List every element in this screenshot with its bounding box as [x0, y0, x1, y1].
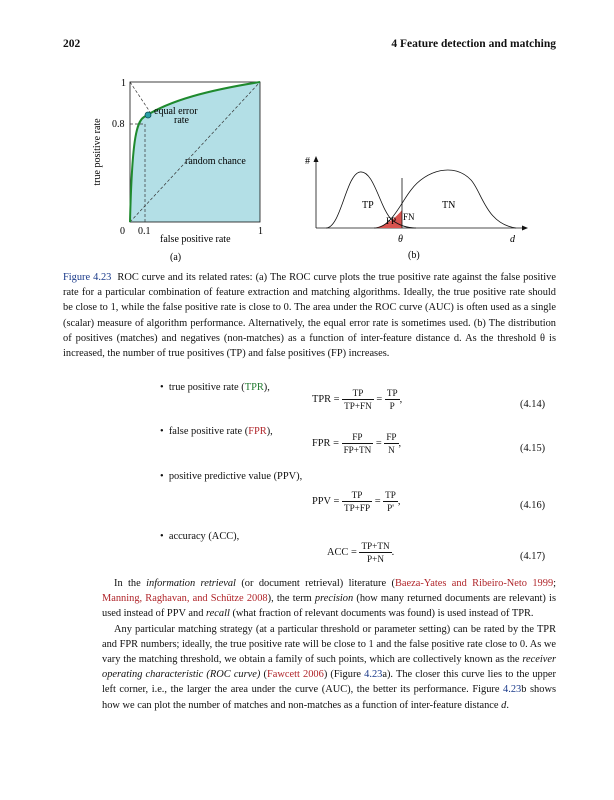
bullet-mark: •: [160, 531, 164, 542]
equation-number-4-15: (4.15): [520, 443, 546, 454]
eq-acc-den1: P+N: [367, 554, 384, 564]
p1-text-c: (or document retrieval) literature (: [235, 578, 395, 589]
fp-label: FP: [386, 216, 397, 226]
eq-fpr-den1: FP+TN: [343, 445, 372, 455]
p1-text-i: (what fraction of relevant documents was found) is used instead of TPR.: [229, 608, 534, 620]
page-number: 202: [63, 38, 81, 50]
eq-fpr-lhs: FPR =: [312, 437, 339, 449]
body-text: [102, 576, 556, 713]
caption-figure-ref: Figure 4.23: [63, 272, 112, 283]
subfigure-b-label: (b): [408, 250, 420, 261]
x-axis-label: false positive rate: [160, 234, 231, 245]
p1-text-d: ;: [553, 578, 557, 589]
p2-text-h: .: [506, 699, 509, 711]
p1-term-recall: recall: [206, 608, 230, 620]
bullet-mark: •: [160, 382, 164, 393]
fpr-item-text: false positive rate (: [168, 426, 249, 437]
eq-tpr-den1: TP+FN: [344, 401, 372, 411]
eq-tpr-num2: TP: [386, 388, 398, 398]
eq-tpr-eq: =: [376, 393, 383, 405]
eq-tpr-num1: TP: [342, 388, 374, 400]
eer-label-line1: equal error: [154, 106, 198, 117]
eq-fpr-den2: N: [388, 445, 395, 455]
theta-label: θ: [398, 234, 403, 245]
eq-ppv-end: ,: [397, 495, 401, 507]
equation-acc: [327, 541, 394, 564]
tick-y-1: 1: [121, 78, 126, 89]
eq-tpr-lhs: TPR =: [312, 393, 340, 405]
eq-acc-num1: TP+TN: [361, 541, 390, 551]
equation-number-4-17: (4.17): [520, 551, 546, 562]
eq-fpr-end: ,: [398, 437, 402, 449]
p2-text-a: Any particular matching strategy (at a particular threshold or parameter setting) can be rated by the TPR and FPR numbers; ideally, the true positive rate will be close to 1 and the false positive rate close to 0. As we vary the matching threshold, we obtain a family of such points, which are collectively known as the: [102, 623, 556, 666]
d-label: d: [510, 234, 515, 245]
eq-ppv-lhs: PPV =: [312, 495, 340, 507]
tick-x-0: 0: [120, 226, 125, 237]
p1-text-g: (how many returned documents are relevant) is used instead of PPV and: [102, 593, 556, 620]
list-item-ppv: [160, 471, 302, 482]
eq-ppv-num1: TP: [342, 490, 372, 502]
list-item-fpr: [160, 426, 273, 437]
eq-tpr-end: ,: [399, 393, 403, 405]
p2-text-f: b shows how we can plot the number of matches and non-matches as a function of inter-feature distance: [102, 684, 556, 711]
citation-manning[interactable]: Manning, Raghavan, and Schütze 2008: [102, 593, 268, 605]
eq-tpr-den2: P: [389, 401, 395, 411]
tn-label: TN: [442, 200, 456, 211]
fn-label: FN: [403, 212, 415, 222]
figure-ref-4-23a[interactable]: 4.23: [364, 669, 383, 681]
eq-fpr-num2: FP: [386, 432, 397, 442]
fpr-abbr-link[interactable]: FPR: [248, 426, 267, 437]
paragraph-2: [102, 622, 556, 713]
roc-figure: [88, 72, 288, 262]
eq-ppv-eq: =: [374, 495, 381, 507]
running-header: 4 Feature detection and matching: [391, 38, 556, 50]
ppv-item-text: positive predictive value (PPV),: [168, 471, 303, 482]
p1-text-e: ), the term: [267, 593, 315, 605]
b-x-arrow: [522, 226, 528, 231]
fpr-item-end: ),: [266, 426, 273, 437]
y-axis-hash-label: #: [305, 156, 310, 167]
p2-text-c: (: [260, 669, 267, 681]
y-axis-label: true positive rate: [92, 118, 103, 186]
paragraph-1: [102, 576, 556, 622]
list-item-acc: [160, 531, 239, 542]
random-chance-label: random chance: [185, 156, 246, 167]
eq-fpr-num1: FP: [342, 432, 374, 444]
bullet-mark: •: [160, 426, 164, 437]
tpr-item-text: true positive rate (: [168, 382, 245, 393]
p2-var-d: d: [501, 699, 507, 711]
eq-acc-lhs: ACC =: [327, 546, 357, 558]
figure-ref-4-23b[interactable]: 4.23: [503, 684, 522, 696]
tick-y-08: 0.8: [112, 119, 125, 130]
eq-acc-end: .: [391, 546, 395, 558]
eq-fpr-eq: =: [375, 437, 382, 449]
p2-text-e: a). The closer this curve lies to the upper left corner, i.e., the larger the area under the curve (AUC), the better its performance. Figure: [102, 669, 556, 696]
bullet-mark: •: [160, 471, 164, 482]
list-item-tpr: [160, 382, 270, 393]
p1-term-precision: precision: [314, 593, 354, 605]
eq-ppv-num2: TP: [385, 490, 396, 500]
eer-line: [130, 82, 150, 112]
tpr-abbr-link[interactable]: TPR: [244, 382, 264, 393]
equation-tpr: [312, 388, 402, 411]
p1-text-a: In the: [114, 578, 147, 589]
citation-baeza-yates[interactable]: Baeza-Yates and Ribeiro-Neto 1999: [394, 578, 554, 589]
subfigure-a-label: (a): [170, 252, 182, 262]
tpr-item-end: ),: [263, 382, 270, 393]
eer-marker: [145, 112, 151, 118]
eq-ppv-den2: P': [387, 503, 394, 513]
b-y-arrow: [314, 156, 319, 162]
citation-fawcett[interactable]: Fawcett 2006: [266, 669, 324, 681]
tick-x-01: 0.1: [138, 226, 151, 237]
figure-caption: [63, 270, 556, 361]
tp-label: TP: [362, 200, 374, 211]
eer-label-line2: rate: [174, 115, 189, 126]
equation-number-4-14: (4.14): [520, 399, 546, 410]
equation-number-4-16: (4.16): [520, 500, 546, 511]
equation-fpr: [312, 432, 401, 455]
caption-text: ROC curve and its related rates: (a) The ROC curve plots the true positive rate against the false positive rate for a particular combination of feature extraction and matching algorithms. Ideally, the true positive rate should be close to 1, while the false positive rate is close to 0. The area under the ROC curve (AUC) is often used as a single (scalar) measure of algorithm performance. Alternatively, the equal error rate is sometimes used. (b) The distribution of positives (matches) and negatives (non-matches) as a function of inter-feature distance d. As the threshold θ is increased, the number of true positives (TP) and false positives (FP) increases.: [63, 272, 556, 360]
eq-ppv-den1: TP+FP: [343, 503, 371, 513]
distribution-figure: [300, 150, 540, 262]
tick-x-1: 1: [258, 226, 263, 237]
equation-ppv: [312, 490, 401, 513]
p2-text-d: ) (Figure: [323, 669, 365, 681]
p1-term-information-retrieval: information retrieval: [146, 578, 236, 589]
p2-term-roc: receiver operating characteristic (ROC curve): [102, 654, 556, 681]
acc-item-text: accuracy (ACC),: [168, 531, 240, 542]
